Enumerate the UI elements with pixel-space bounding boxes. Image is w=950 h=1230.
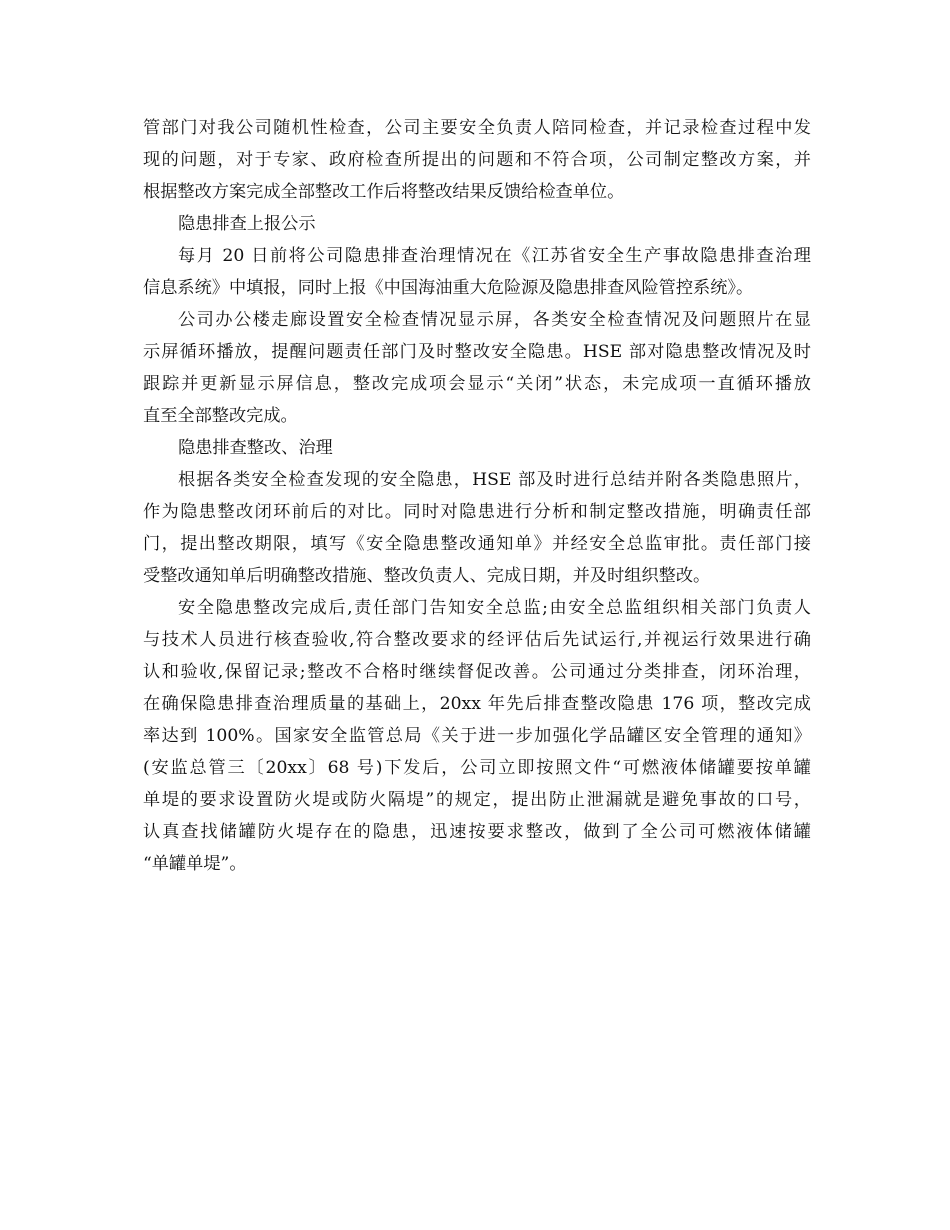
text-line: 管部门对我公司随机性检查，公司主要安全负责人陪同检查，并记录检查过程中发 — [143, 118, 811, 138]
text-line: 与技术人员进行核查验收,符合整改要求的经评估后先试运行,并视运行效果进行确 — [143, 630, 811, 650]
heading-text: 隐患排查整改、治理 — [178, 438, 333, 458]
text-line: 现的问题，对于专家、政府检查所提出的问题和不符合项，公司制定整改方案，并 — [143, 150, 811, 170]
text-line: 认和验收,保留记录;整改不合格时继续督促改善。公司通过分类排查，闭环治理， — [143, 662, 811, 682]
text-line: 跟踪并更新显示屏信息，整改完成项会显示“关闭”状态，未完成项一直循环播放 — [143, 374, 811, 394]
text-line: 率达到 100%。国家安全监管总局《关于进一步加强化学品罐区安全管理的通知》 — [143, 726, 811, 746]
text-line: 直至全部整改完成。 — [143, 406, 298, 426]
paragraph — [143, 240, 811, 304]
paragraph — [143, 304, 811, 432]
text-line: 根据各类安全检查发现的安全隐患，HSE 部及时进行总结并附各类隐患照片， — [178, 470, 811, 490]
paragraph — [143, 112, 811, 208]
text-line: 单堤的要求设置防火堤或防火隔堤”的规定，提出防止泄漏就是避免事故的口号， — [143, 790, 811, 810]
text-line: 作为隐患整改闭环前后的对比。同时对隐患进行分析和制定整改措施，明确责任部 — [143, 502, 811, 522]
document-page — [143, 112, 811, 880]
text-line: 每月 20 日前将公司隐患排查治理情况在《江苏省安全生产事故隐患排查治理 — [178, 246, 811, 266]
text-line: 安全隐患整改完成后,责任部门告知安全总监;由安全总监组织相关部门负责人 — [178, 598, 811, 618]
heading-text: 隐患排查上报公示 — [178, 214, 316, 234]
text-line: 认真查找储罐防火堤存在的隐患，迅速按要求整改，做到了全公司可燃液体储罐 — [143, 822, 811, 842]
text-line: 信息系统》中填报，同时上报《中国海油重大危险源及隐患排查风险管控系统》。 — [143, 278, 754, 298]
text-line: 根据整改方案完成全部整改工作后将整改结果反馈给检查单位。 — [143, 182, 625, 202]
paragraph — [143, 592, 811, 880]
section-heading — [143, 208, 811, 240]
text-line: 受整改通知单后明确整改措施、整改负责人、完成日期，并及时组织整改。 — [143, 566, 711, 586]
text-line: (安监总管三〔20xx〕68 号)下发后，公司立即按照文件“可燃液体储罐要按单罐 — [143, 758, 811, 778]
text-line: 在确保隐患排查治理质量的基础上，20xx 年先后排查整改隐患 176 项，整改完成 — [143, 694, 811, 714]
paragraph — [143, 464, 811, 592]
text-line: 公司办公楼走廊设置安全检查情况显示屏，各类安全检查情况及问题照片在显 — [178, 310, 811, 330]
text-line: 门，提出整改期限，填写《安全隐患整改通知单》并经安全总监审批。责任部门接 — [143, 534, 811, 554]
text-line: “单罐单堤”。 — [143, 854, 247, 874]
text-line: 示屏循环播放，提醒问题责任部门及时整改安全隐患。HSE 部对隐患整改情况及时 — [143, 342, 811, 362]
section-heading — [143, 432, 811, 464]
